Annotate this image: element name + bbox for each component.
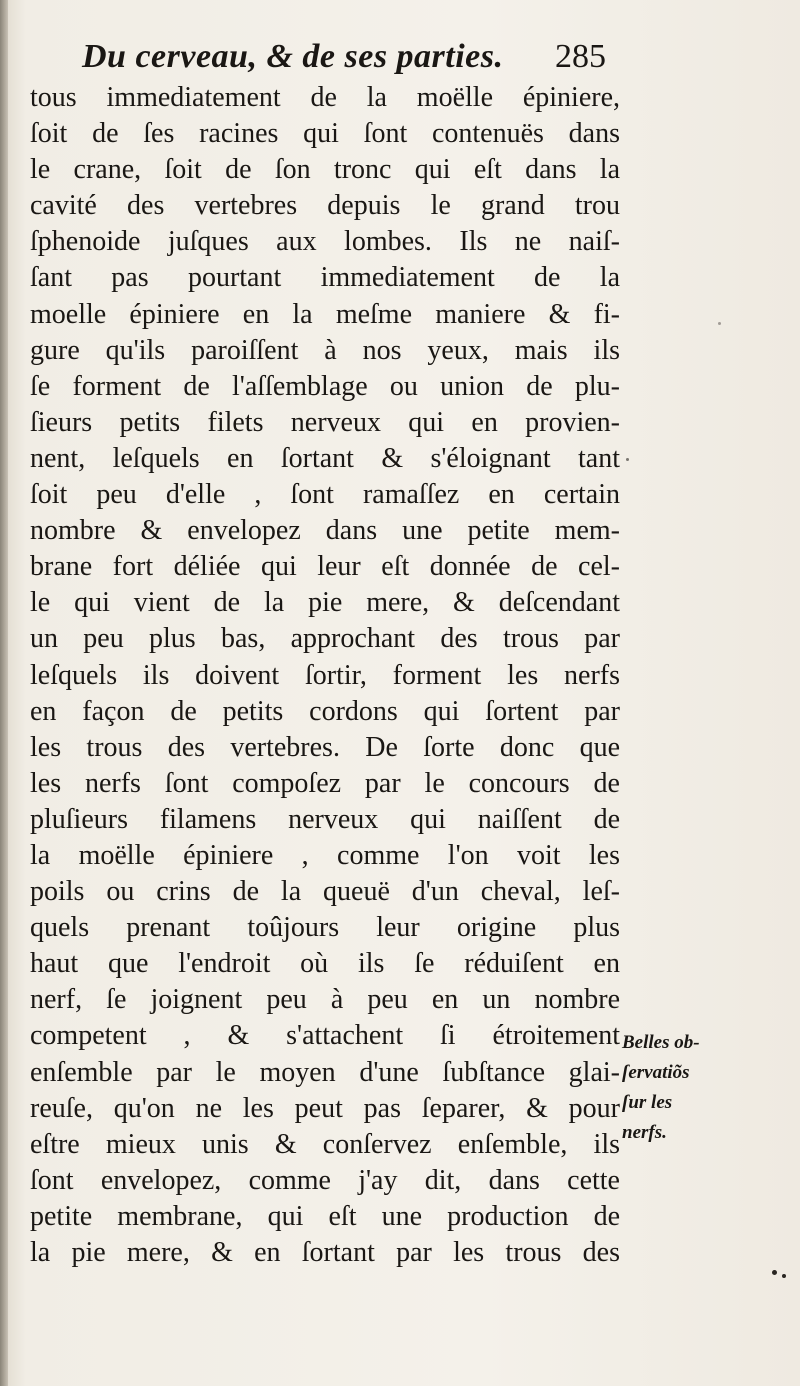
text-line: moelle épiniere en la meſme maniere & fi- bbox=[30, 298, 620, 330]
margin-note-line: nerfs. bbox=[622, 1122, 667, 1143]
margin-note bbox=[622, 1028, 702, 1148]
text-line: le crane, ſoit de ſon tronc qui eſt dans la bbox=[30, 154, 620, 186]
text-line: un peu plus bas, approchant des trous par bbox=[30, 623, 620, 655]
text-line: nombre & envelopez dans une petite mem- bbox=[30, 515, 620, 547]
text-line: le qui vient de la pie mere, & deſcendant bbox=[30, 587, 620, 619]
margin-note-line: ſervatiõs bbox=[622, 1062, 690, 1083]
text-line: leſquels ils doivent ſortir, forment les nerfs bbox=[30, 659, 620, 691]
text-line: ſant pas pourtant immediatement de la bbox=[30, 262, 620, 294]
text-line: la pie mere, & en ſortant par les trous des bbox=[30, 1237, 620, 1268]
text-line: en façon de petits cordons qui ſortent par bbox=[30, 695, 620, 727]
text-line: petite membrane, qui eſt une production de bbox=[30, 1200, 620, 1232]
text-line: cavité des vertebres depuis le grand trou bbox=[30, 190, 620, 222]
text-line: la moëlle épiniere , comme l'on voit les bbox=[30, 839, 620, 871]
text-line: haut que l'endroit où ils ſe réduiſent en bbox=[30, 948, 620, 980]
text-line: ſoit peu d'elle , ſont ramaſſez en certain bbox=[30, 479, 620, 511]
text-line: ſphenoide juſques aux lombes. Ils ne naiſ- bbox=[30, 226, 620, 258]
text-line: les trous des vertebres. De ſorte donc que bbox=[30, 731, 620, 763]
page-number: 285 bbox=[555, 38, 606, 75]
text-line: gure qu'ils paroiſſent à nos yeux, mais ils bbox=[30, 334, 620, 366]
text-line: competent , & s'attachent ſi étroitement bbox=[30, 1020, 620, 1052]
text-line: brane fort déliée qui leur eſt donnée de cel- bbox=[30, 551, 620, 583]
ink-speck bbox=[772, 1270, 777, 1275]
body-text bbox=[30, 80, 620, 1271]
text-line: ſoit de ſes racines qui ſont contenuës dans bbox=[30, 118, 620, 150]
page-binding bbox=[0, 0, 8, 1386]
ink-speck bbox=[718, 322, 721, 325]
text-line: nerf, ſe joignent peu à peu en un nombre bbox=[30, 984, 620, 1016]
text-line: ſont envelopez, comme j'ay dit, dans cette bbox=[30, 1164, 620, 1196]
running-title: Du cerveau, & de ses parties. bbox=[82, 38, 504, 75]
text-line: nent, leſquels en ſortant & s'éloignant tant bbox=[30, 442, 620, 474]
margin-note-line: ſur les bbox=[622, 1092, 673, 1113]
text-line: tous immediatement de la moëlle épiniere, bbox=[30, 82, 620, 113]
text-line: poils ou crins de la queuë d'un cheval, leſ- bbox=[30, 876, 620, 908]
text-line: reuſe, qu'on ne les peut pas ſeparer, & pour bbox=[30, 1092, 620, 1124]
text-line: ſe forment de l'aſſemblage ou union de plu- bbox=[30, 370, 620, 402]
text-line: eſtre mieux unis & conſervez enſemble, ils bbox=[30, 1128, 620, 1160]
ink-speck bbox=[782, 1274, 786, 1278]
margin-note-line: Belles ob- bbox=[622, 1032, 700, 1053]
text-line: ſieurs petits filets nerveux qui en provien- bbox=[30, 406, 620, 438]
text-line: quels prenant toûjours leur origine plus bbox=[30, 912, 620, 944]
text-line: les nerfs ſont compoſez par le concours de bbox=[30, 767, 620, 799]
text-line: pluſieurs filamens nerveux qui naiſſent de bbox=[30, 803, 620, 835]
ink-speck bbox=[626, 458, 629, 461]
text-line: enſemble par le moyen d'une ſubſtance glai- bbox=[30, 1056, 620, 1088]
